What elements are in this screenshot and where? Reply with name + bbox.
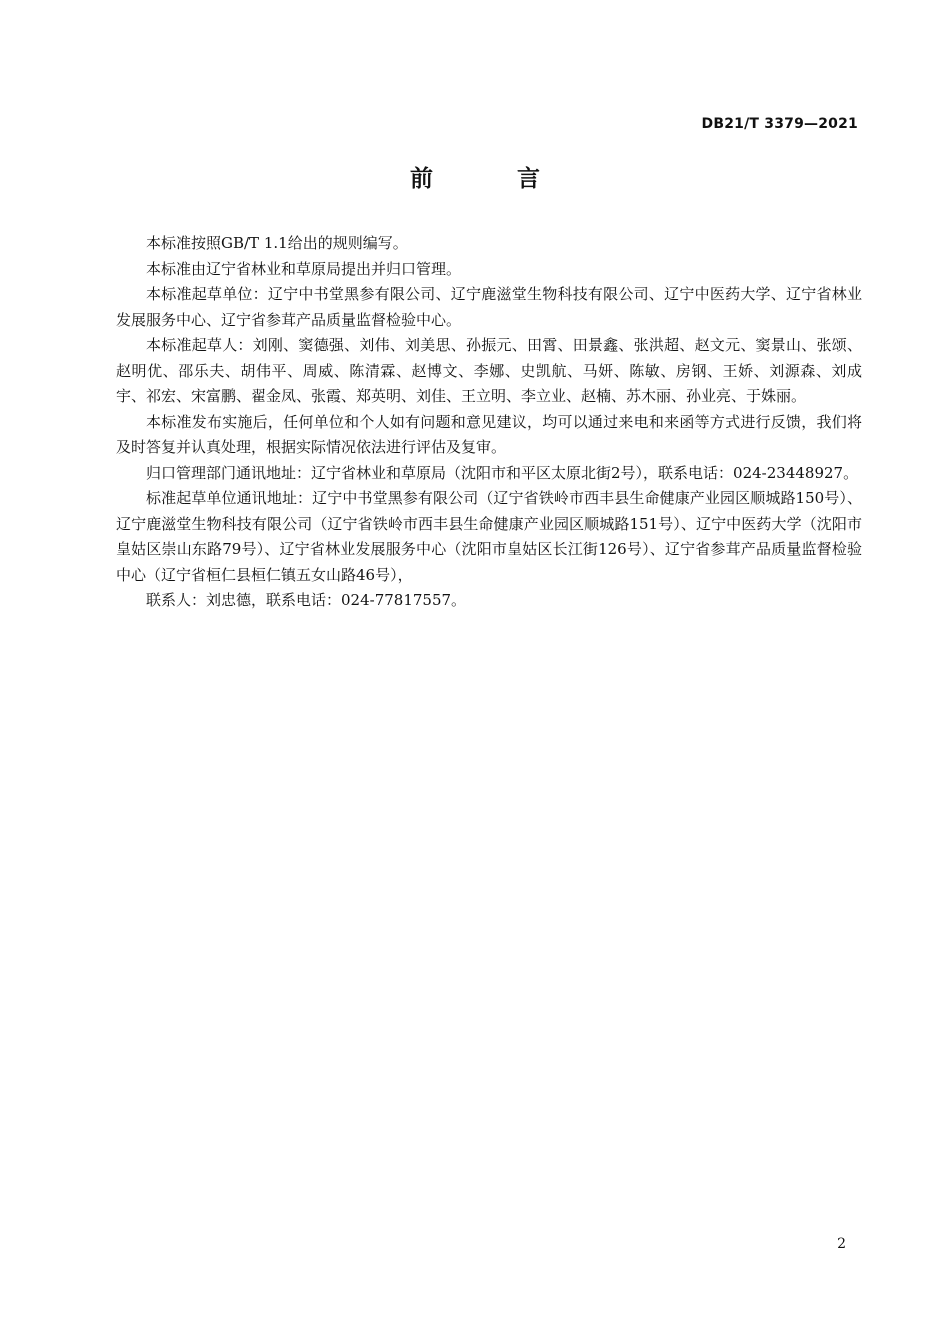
paragraph-drafting-unit-addresses: 标准起草单位通讯地址：辽宁中书堂黑参有限公司（辽宁省铁岭市西丰县生命健康产业园区顺城路150号）、辽宁鹿滋堂生物科技有限公司（辽宁省铁岭市西丰县生命健康产业园区顺城路151号）、辽宁中医药大学（沈阳市皇姑区崇山东路79号）、辽宁省林业发展服务中心（沈阳市皇姑区长江街126号）、辽宁省参茸产品质量监督检验中心（辽宁省桓仁县桓仁镇五女山路46号）， <box>116 489 862 584</box>
paragraph-drafting-units: 本标准起草单位：辽宁中书堂黑参有限公司、辽宁鹿滋堂生物科技有限公司、辽宁中医药大学、辽宁省林业发展服务中心、辽宁省参茸产品质量监督检验中心。 <box>116 285 862 329</box>
paragraph-proposer: 本标准由辽宁省林业和草原局提出并归口管理。 <box>146 259 462 278</box>
foreword-body <box>116 231 862 614</box>
paragraph-management-address: 归口管理部门通讯地址：辽宁省林业和草原局（沈阳市和平区太原北街2号），联系电话：024-23448927。 <box>146 463 859 482</box>
page-number: 2 <box>837 1236 846 1252</box>
paragraph-drafters: 本标准起草人：刘刚、窦德强、刘伟、刘美思、孙振元、田霄、田景鑫、张洪超、赵文元、窦景山、张颂、赵明优、邵乐夫、胡伟平、周威、陈清霖、赵博文、李娜、史凯航、马妍、陈敏、房钢、王娇、刘源森、刘成宇、祁宏、宋富鹏、翟金凤、张霞、郑英明、刘佳、王立明、李立业、赵楠、苏木丽、孙业亮、于姝丽。 <box>116 336 862 405</box>
paragraph-feedback: 本标准发布实施后，任何单位和个人如有问题和意见建议，均可以通过来电和来函等方式进行反馈，我们将及时答复并认真处理，根据实际情况依法进行评估及复审。 <box>116 412 862 456</box>
standard-code: DB21/T 3379—2021 <box>701 116 858 132</box>
page-title: 前 言 <box>409 166 578 192</box>
paragraph-drafting-rules: 本标准按照GB/T 1.1给出的规则编写。 <box>146 234 408 252</box>
paragraph-contact: 联系人：刘忠德，联系电话：024-77817557。 <box>146 591 467 609</box>
